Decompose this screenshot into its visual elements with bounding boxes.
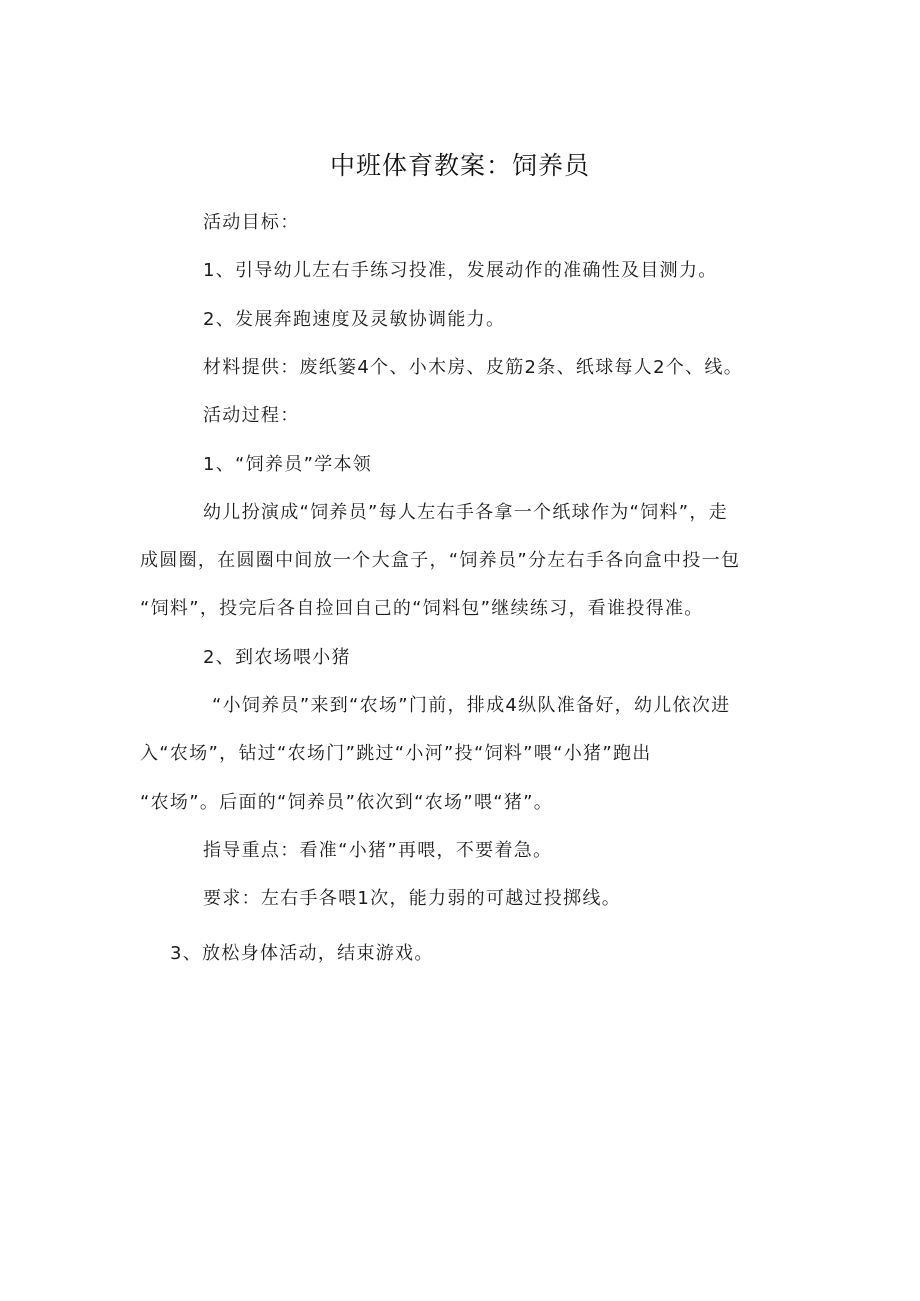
process-step-2-heading: 2、到农场喂小猪 xyxy=(203,647,351,668)
materials-text: 材料提供：废纸篓4个、小木房、皮筋2条、纸球每人2个、线。 xyxy=(203,357,744,378)
section-heading-process: 活动过程： xyxy=(203,405,300,426)
goal-item-2: 2、发展奔跑速度及灵敏协调能力。 xyxy=(203,309,506,330)
goal-item-1: 1、引导幼儿左右手练习投准，发展动作的准确性及目测力。 xyxy=(203,260,718,281)
process-step-3: 3、放松身体活动，结束游戏。 xyxy=(170,943,434,964)
paragraph-line: 成圆圈，在圆圈中间放一个大盒子，“饲养员”分左右手各向盒中投一包 xyxy=(140,550,741,571)
guidance-focus-text: 指导重点：看准“小猪”再喂，不要着急。 xyxy=(203,840,553,861)
process-step-1-heading: 1、“饲养员”学本领 xyxy=(203,454,373,475)
paragraph-line: 入“农场”，钻过“农场门”跳过“小河”投“饲料”喂“小猪”跑出 xyxy=(140,743,652,764)
paragraph-line: 幼儿扮演成“饲养员”每人左右手各拿一个纸球作为“饲料”，走 xyxy=(203,502,728,523)
document-title: 中班体育教案：饲养员 xyxy=(329,151,590,180)
requirement-text: 要求：左右手各喂1次，能力弱的可越过投掷线。 xyxy=(203,888,622,909)
paragraph-line: “小饲养员”来到“农场”门前，排成4纵队准备好，幼儿依次进 xyxy=(212,695,731,716)
paragraph-line: “饲料”，投完后各自捡回自己的“饲料包”继续练习，看谁投得准。 xyxy=(140,598,704,619)
paragraph-line: “农场”。后面的“饲养员”依次到“农场”喂“猪”。 xyxy=(140,792,554,813)
section-heading-goals: 活动目标： xyxy=(203,212,300,233)
